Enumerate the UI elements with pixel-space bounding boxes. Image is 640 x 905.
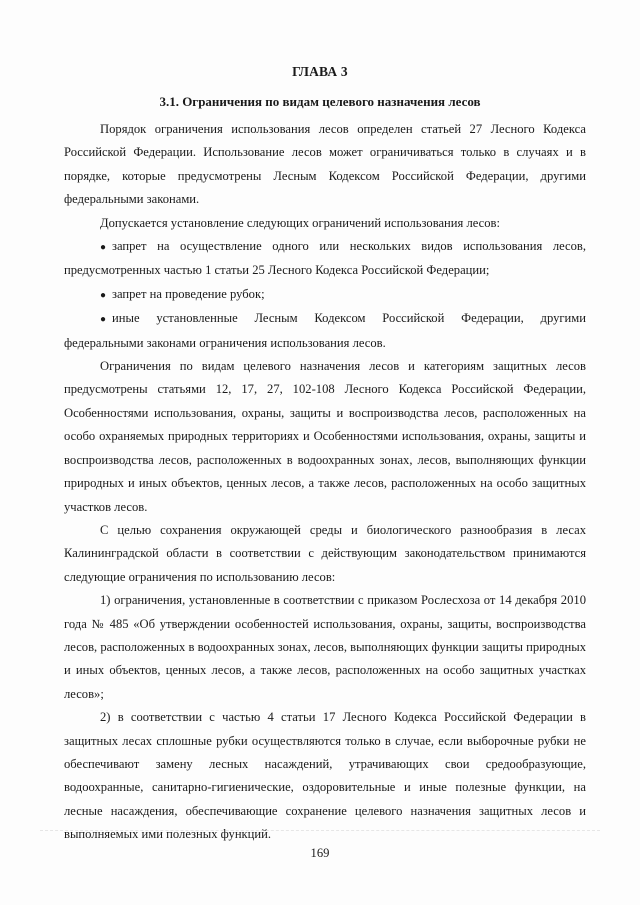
bullet-icon: ● bbox=[100, 314, 107, 326]
list-item bbox=[64, 283, 586, 307]
list-item bbox=[64, 235, 586, 283]
list-item-text: запрет на проведение рубок; bbox=[112, 286, 265, 301]
list-item bbox=[64, 307, 586, 355]
paragraph-order: Порядок ограничения использования лесов определен статьей 27 Лесного Кодекса Российской Федерации. Использование лесов может ограничиваться только в случаях и в порядке, которые предусмотрены Лесным Кодексом Российской Федерации, другими федеральными законами. bbox=[64, 122, 586, 207]
scan-artifact-line bbox=[40, 830, 600, 831]
list-item-text: иные установленные Лесным Кодексом Российской Федерации, другими федеральными законами ограничения использования лесов. bbox=[64, 311, 586, 350]
restriction-list bbox=[64, 235, 586, 355]
section-title: 3.1. Ограничения по видам целевого назначения лесов bbox=[159, 94, 481, 109]
list-item-text: запрет на осуществление одного или нескольких видов использования лесов, предусмотренных частью 1 статьи 25 Лесного Кодекса Российской Федерации; bbox=[64, 239, 586, 278]
chapter-title: ГЛАВА 3 bbox=[292, 64, 348, 79]
page-number: 169 bbox=[310, 846, 330, 860]
bullet-icon: ● bbox=[100, 289, 107, 301]
bullet-icon: ● bbox=[100, 242, 107, 254]
paragraph-allowed-restrictions: Допускается установление следующих ограничений использования лесов: bbox=[100, 215, 500, 230]
numbered-item-1: 1) ограничения, установленные в соответствии с приказом Рослесхоза от 14 декабря 2010 года № 485 «Об утверждении особенностей использования, охраны, защиты, воспроизводства лесов, расположенных в водоохранных зонах, лесов, выполняющих функции защиты природных и иных объектов, ценных лесов, а также лесов, расположенных на особо защитных участках лесов»; bbox=[64, 593, 586, 701]
paragraph-restriction-basis: Ограничения по видам целевого назначения лесов и категориям защитных лесов предусмотрены статьями 12, 17, 27, 102-108 Лесного Кодекса Российской Федерации, Особенностями использования, охраны, защиты и воспроизводства лесов, расположенных на особо охраняемых природных территориях и Особенностями использования, охраны, защиты и воспроизводства лесов, расположенных в водоохранных зонах, лесов, выполняющих функции природных и иных объектов, ценных лесов, а также лесов, расположенных на особо защитных участков лесов. bbox=[64, 359, 586, 514]
paragraph-kaliningrad: С целью сохранения окружающей среды и биологического разнообразия в лесах Калининградской области в соответствии с действующим законодательством принимаются следующие ограничения по использованию лесов: bbox=[64, 522, 586, 584]
numbered-item-2: 2) в соответствии с частью 4 статьи 17 Лесного Кодекса Российской Федерации в защитных лесах сплошные рубки осуществляются только в случае, если выборочные рубки не обеспечивают замену лесных насаждений, утрачивающих свои средообразующие, водоохранные, санитарно-гигиенические, оздоровительные и иные полезные функции, на лесные насаждения, обеспечивающие сохранение целевого назначения защитных лесов и выполняемых ими полезных функций. bbox=[64, 710, 586, 842]
document-body bbox=[64, 118, 586, 847]
